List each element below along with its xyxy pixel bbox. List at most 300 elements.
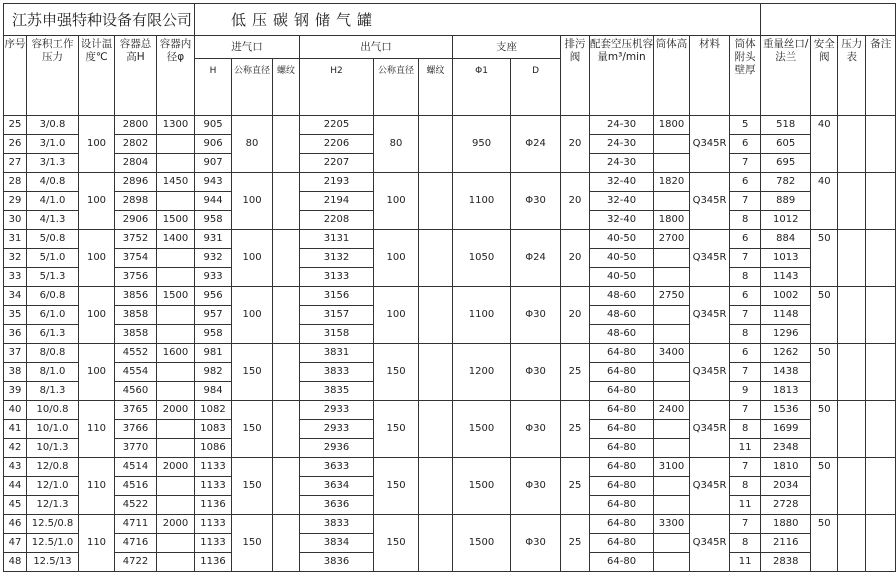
- cell-weight: 1880: [761, 515, 811, 534]
- cell-pressure-gauge: [838, 116, 866, 173]
- cell-seq: 42: [4, 439, 27, 458]
- cell-seq: 34: [4, 287, 27, 306]
- cell-inlet-thread: [273, 344, 300, 401]
- cell-support-phi1: 1500: [453, 458, 511, 515]
- cell-compressor-flow: 64-80: [590, 477, 654, 496]
- cell-support-d: Φ24: [511, 116, 561, 173]
- cell-material: Q345R: [690, 116, 730, 173]
- cell-inlet-thread: [273, 515, 300, 572]
- cell-wall-thickness: 8: [730, 420, 761, 439]
- cell-wall-thickness: 6: [730, 135, 761, 154]
- cell-inlet-thread: [273, 458, 300, 515]
- cell-remarks: [866, 287, 896, 344]
- cell-compressor-flow: 64-80: [590, 534, 654, 553]
- cell-weight: 1438: [761, 363, 811, 382]
- cell-total-height: 4722: [115, 553, 157, 572]
- cell-outlet-thread: [419, 344, 453, 401]
- col-design-temp: 设计温度℃: [79, 36, 115, 116]
- cell-body-height: 1800: [654, 116, 690, 135]
- cell-drain: 25: [561, 344, 590, 401]
- cell-weight: 1810: [761, 458, 811, 477]
- cell-outlet-thread: [419, 173, 453, 230]
- cell-wall-thickness: 11: [730, 439, 761, 458]
- cell-wall-thickness: 11: [730, 496, 761, 515]
- col-drain: 排污阀: [561, 36, 590, 116]
- cell-inner-dia: 1400: [157, 230, 195, 249]
- cell-inner-dia: [157, 363, 195, 382]
- cell-inlet-h: 1136: [195, 496, 232, 515]
- cell-material: Q345R: [690, 458, 730, 515]
- cell-seq: 36: [4, 325, 27, 344]
- cell-total-height: 2800: [115, 116, 157, 135]
- table-row: [4, 116, 896, 135]
- cell-safety-valve: 50: [811, 287, 838, 344]
- cell-capacity-pressure: 5/1.0: [27, 249, 79, 268]
- cell-material: Q345R: [690, 173, 730, 230]
- cell-capacity-pressure: 12.5/0.8: [27, 515, 79, 534]
- cell-seq: 30: [4, 211, 27, 230]
- cell-compressor-flow: 64-80: [590, 458, 654, 477]
- cell-capacity-pressure: 8/1.3: [27, 382, 79, 401]
- cell-inlet-h: 958: [195, 211, 232, 230]
- cell-outlet-h: 3834: [300, 534, 374, 553]
- cell-capacity-pressure: 10/1.3: [27, 439, 79, 458]
- cell-pressure-gauge: [838, 287, 866, 344]
- cell-seq: 33: [4, 268, 27, 287]
- cell-capacity-pressure: 10/0.8: [27, 401, 79, 420]
- cell-inner-dia: [157, 477, 195, 496]
- cell-compressor-flow: 48-60: [590, 325, 654, 344]
- cell-design-temp: 100: [79, 173, 115, 230]
- cell-seq: 46: [4, 515, 27, 534]
- col-capacity-pressure: 容积工作压力: [27, 36, 79, 116]
- cell-total-height: 3765: [115, 401, 157, 420]
- cell-compressor-flow: 64-80: [590, 553, 654, 572]
- cell-inlet-nominal: 100: [232, 287, 273, 344]
- cell-body-height: 1820: [654, 173, 690, 192]
- cell-wall-thickness: 7: [730, 306, 761, 325]
- cell-inlet-thread: [273, 287, 300, 344]
- cell-weight: 1262: [761, 344, 811, 363]
- cell-body-height: [654, 363, 690, 382]
- cell-total-height: 2896: [115, 173, 157, 192]
- col-outlet-thread: 螺纹: [419, 59, 453, 116]
- cell-body-height: 2700: [654, 230, 690, 249]
- cell-remarks: [866, 173, 896, 230]
- cell-drain: 25: [561, 458, 590, 515]
- cell-seq: 26: [4, 135, 27, 154]
- cell-body-height: [654, 382, 690, 401]
- cell-capacity-pressure: 5/0.8: [27, 230, 79, 249]
- cell-outlet-h: 2933: [300, 401, 374, 420]
- cell-inlet-h: 907: [195, 154, 232, 173]
- cell-design-temp: 100: [79, 116, 115, 173]
- cell-inlet-h: 1133: [195, 515, 232, 534]
- cell-pressure-gauge: [838, 458, 866, 515]
- cell-outlet-h: 2193: [300, 173, 374, 192]
- cell-inner-dia: 1450: [157, 173, 195, 192]
- cell-design-temp: 100: [79, 230, 115, 287]
- cell-capacity-pressure: 12.5/1.0: [27, 534, 79, 553]
- cell-material: Q345R: [690, 401, 730, 458]
- cell-inlet-h: 984: [195, 382, 232, 401]
- cell-remarks: [866, 458, 896, 515]
- cell-body-height: 2400: [654, 401, 690, 420]
- cell-capacity-pressure: 12/1.0: [27, 477, 79, 496]
- cell-wall-thickness: 8: [730, 325, 761, 344]
- cell-seq: 41: [4, 420, 27, 439]
- spec-table: [3, 3, 896, 572]
- cell-outlet-h: 2207: [300, 154, 374, 173]
- cell-inner-dia: [157, 306, 195, 325]
- cell-seq: 44: [4, 477, 27, 496]
- cell-weight: 2348: [761, 439, 811, 458]
- cell-inlet-thread: [273, 173, 300, 230]
- cell-total-height: 3766: [115, 420, 157, 439]
- cell-wall-thickness: 8: [730, 534, 761, 553]
- cell-seq: 32: [4, 249, 27, 268]
- cell-body-height: 1800: [654, 211, 690, 230]
- cell-seq: 37: [4, 344, 27, 363]
- cell-compressor-flow: 48-60: [590, 306, 654, 325]
- cell-total-height: 2906: [115, 211, 157, 230]
- cell-inlet-nominal: 100: [232, 173, 273, 230]
- table-row: [4, 458, 896, 477]
- cell-weight: 1002: [761, 287, 811, 306]
- cell-support-phi1: 1050: [453, 230, 511, 287]
- cell-inlet-h: 956: [195, 287, 232, 306]
- cell-outlet-h: 3158: [300, 325, 374, 344]
- cell-support-d: Φ30: [511, 173, 561, 230]
- cell-wall-thickness: 6: [730, 230, 761, 249]
- cell-design-temp: 100: [79, 287, 115, 344]
- cell-inlet-h: 943: [195, 173, 232, 192]
- cell-compressor-flow: 32-40: [590, 211, 654, 230]
- cell-capacity-pressure: 6/1.3: [27, 325, 79, 344]
- cell-wall-thickness: 6: [730, 344, 761, 363]
- cell-body-height: 3100: [654, 458, 690, 477]
- cell-body-height: [654, 192, 690, 211]
- cell-inner-dia: 2000: [157, 515, 195, 534]
- cell-wall-thickness: 6: [730, 287, 761, 306]
- cell-safety-valve: 50: [811, 401, 838, 458]
- col-support-phi1: Φ1: [453, 59, 511, 116]
- cell-weight: 695: [761, 154, 811, 173]
- cell-compressor-flow: 64-80: [590, 363, 654, 382]
- cell-weight: 1699: [761, 420, 811, 439]
- cell-capacity-pressure: 12/0.8: [27, 458, 79, 477]
- cell-compressor-flow: 64-80: [590, 382, 654, 401]
- cell-weight: 2034: [761, 477, 811, 496]
- cell-capacity-pressure: 8/1.0: [27, 363, 79, 382]
- cell-remarks: [866, 515, 896, 572]
- cell-outlet-h: 3633: [300, 458, 374, 477]
- cell-wall-thickness: 11: [730, 553, 761, 572]
- cell-inlet-h: 933: [195, 268, 232, 287]
- col-safety-valve: 安全阀: [811, 36, 838, 116]
- cell-body-height: 3400: [654, 344, 690, 363]
- spec-sheet: [3, 3, 896, 572]
- cell-outlet-h: 3156: [300, 287, 374, 306]
- cell-body-height: [654, 534, 690, 553]
- cell-compressor-flow: 64-80: [590, 401, 654, 420]
- cell-support-phi1: 1100: [453, 173, 511, 230]
- cell-outlet-h: 2933: [300, 420, 374, 439]
- cell-total-height: 3858: [115, 325, 157, 344]
- cell-drain: 25: [561, 515, 590, 572]
- cell-outlet-nominal: 150: [374, 458, 419, 515]
- col-wall-thickness: 筒体附头壁厚: [730, 36, 761, 116]
- cell-total-height: 4716: [115, 534, 157, 553]
- col-pressure-gauge: 压力表: [838, 36, 866, 116]
- cell-inner-dia: [157, 268, 195, 287]
- cell-inner-dia: 2000: [157, 401, 195, 420]
- cell-inner-dia: [157, 553, 195, 572]
- cell-seq: 39: [4, 382, 27, 401]
- cell-outlet-h: 2208: [300, 211, 374, 230]
- col-inlet-nominal: 公称直径: [232, 59, 273, 116]
- cell-capacity-pressure: 12.5/13: [27, 553, 79, 572]
- cell-wall-thickness: 7: [730, 363, 761, 382]
- cell-outlet-nominal: 100: [374, 230, 419, 287]
- cell-outlet-h: 3131: [300, 230, 374, 249]
- cell-compressor-flow: 24-30: [590, 154, 654, 173]
- col-outlet: 出气口: [300, 36, 453, 59]
- cell-body-height: [654, 249, 690, 268]
- cell-inlet-h: 957: [195, 306, 232, 325]
- cell-compressor-flow: 64-80: [590, 439, 654, 458]
- cell-total-height: 4522: [115, 496, 157, 515]
- cell-inner-dia: [157, 420, 195, 439]
- cell-inner-dia: [157, 325, 195, 344]
- cell-capacity-pressure: 4/0.8: [27, 173, 79, 192]
- cell-weight: 1536: [761, 401, 811, 420]
- cell-wall-thickness: 7: [730, 249, 761, 268]
- cell-inlet-h: 932: [195, 249, 232, 268]
- cell-wall-thickness: 7: [730, 401, 761, 420]
- cell-remarks: [866, 344, 896, 401]
- cell-design-temp: 110: [79, 515, 115, 572]
- table-row: [4, 173, 896, 192]
- col-material: 材料: [690, 36, 730, 116]
- cell-outlet-nominal: 150: [374, 401, 419, 458]
- cell-inlet-nominal: 150: [232, 515, 273, 572]
- cell-capacity-pressure: 12/1.3: [27, 496, 79, 515]
- cell-total-height: 2804: [115, 154, 157, 173]
- cell-compressor-flow: 24-30: [590, 116, 654, 135]
- cell-compressor-flow: 40-50: [590, 249, 654, 268]
- cell-wall-thickness: 8: [730, 477, 761, 496]
- cell-drain: 20: [561, 230, 590, 287]
- cell-compressor-flow: 32-40: [590, 192, 654, 211]
- cell-capacity-pressure: 3/0.8: [27, 116, 79, 135]
- cell-inner-dia: [157, 382, 195, 401]
- cell-inlet-h: 1083: [195, 420, 232, 439]
- cell-body-height: [654, 325, 690, 344]
- cell-outlet-h: 2194: [300, 192, 374, 211]
- cell-outlet-nominal: 80: [374, 116, 419, 173]
- cell-wall-thickness: 6: [730, 173, 761, 192]
- cell-weight: 1013: [761, 249, 811, 268]
- cell-capacity-pressure: 4/1.0: [27, 192, 79, 211]
- cell-outlet-h: 3836: [300, 553, 374, 572]
- cell-compressor-flow: 64-80: [590, 515, 654, 534]
- cell-weight: 889: [761, 192, 811, 211]
- cell-outlet-h: 2205: [300, 116, 374, 135]
- col-compressor-flow: 配套空压机容量m³/min: [590, 36, 654, 116]
- cell-total-height: 4552: [115, 344, 157, 363]
- cell-weight: 2838: [761, 553, 811, 572]
- cell-compressor-flow: 24-30: [590, 135, 654, 154]
- cell-material: Q345R: [690, 230, 730, 287]
- cell-total-height: 4514: [115, 458, 157, 477]
- cell-compressor-flow: 40-50: [590, 268, 654, 287]
- cell-pressure-gauge: [838, 515, 866, 572]
- cell-pressure-gauge: [838, 344, 866, 401]
- cell-inner-dia: [157, 192, 195, 211]
- cell-inner-dia: 1300: [157, 116, 195, 135]
- cell-total-height: 3858: [115, 306, 157, 325]
- cell-outlet-thread: [419, 230, 453, 287]
- col-inlet: 进气口: [195, 36, 300, 59]
- cell-body-height: [654, 154, 690, 173]
- cell-seq: 48: [4, 553, 27, 572]
- table-row: [4, 515, 896, 534]
- cell-weight: 1012: [761, 211, 811, 230]
- cell-material: Q345R: [690, 344, 730, 401]
- cell-body-height: [654, 135, 690, 154]
- cell-inlet-h: 906: [195, 135, 232, 154]
- cell-outlet-h: 3132: [300, 249, 374, 268]
- cell-capacity-pressure: 4/1.3: [27, 211, 79, 230]
- cell-body-height: [654, 496, 690, 515]
- cell-seq: 28: [4, 173, 27, 192]
- col-support: 支座: [453, 36, 561, 59]
- cell-wall-thickness: 7: [730, 192, 761, 211]
- cell-seq: 27: [4, 154, 27, 173]
- cell-inner-dia: [157, 496, 195, 515]
- cell-weight: 782: [761, 173, 811, 192]
- cell-support-phi1: 1100: [453, 287, 511, 344]
- cell-total-height: 2802: [115, 135, 157, 154]
- cell-body-height: 3300: [654, 515, 690, 534]
- cell-support-d: Φ30: [511, 401, 561, 458]
- cell-compressor-flow: 64-80: [590, 344, 654, 363]
- cell-outlet-h: 3634: [300, 477, 374, 496]
- cell-inlet-h: 905: [195, 116, 232, 135]
- cell-wall-thickness: 7: [730, 154, 761, 173]
- cell-design-temp: 100: [79, 344, 115, 401]
- cell-total-height: 3752: [115, 230, 157, 249]
- cell-weight: 1143: [761, 268, 811, 287]
- cell-weight: 1813: [761, 382, 811, 401]
- cell-seq: 40: [4, 401, 27, 420]
- cell-inlet-nominal: 150: [232, 401, 273, 458]
- cell-seq: 35: [4, 306, 27, 325]
- cell-safety-valve: 40: [811, 173, 838, 230]
- cell-weight: 2116: [761, 534, 811, 553]
- cell-remarks: [866, 116, 896, 173]
- cell-inlet-thread: [273, 116, 300, 173]
- cell-inner-dia: 1500: [157, 287, 195, 306]
- cell-material: Q345R: [690, 515, 730, 572]
- cell-capacity-pressure: 6/0.8: [27, 287, 79, 306]
- cell-wall-thickness: 8: [730, 211, 761, 230]
- cell-support-phi1: 1500: [453, 515, 511, 572]
- cell-outlet-h: 3833: [300, 363, 374, 382]
- cell-drain: 20: [561, 116, 590, 173]
- cell-inlet-h: 931: [195, 230, 232, 249]
- cell-outlet-thread: [419, 458, 453, 515]
- cell-design-temp: 110: [79, 458, 115, 515]
- cell-safety-valve: 40: [811, 116, 838, 173]
- cell-weight: 518: [761, 116, 811, 135]
- cell-pressure-gauge: [838, 173, 866, 230]
- cell-inlet-nominal: 150: [232, 344, 273, 401]
- cell-inlet-h: 1086: [195, 439, 232, 458]
- cell-safety-valve: 50: [811, 515, 838, 572]
- col-inlet-thread: 螺纹: [273, 59, 300, 116]
- cell-outlet-h: 3636: [300, 496, 374, 515]
- cell-body-height: [654, 439, 690, 458]
- cell-outlet-h: 2206: [300, 135, 374, 154]
- cell-seq: 29: [4, 192, 27, 211]
- cell-outlet-h: 3133: [300, 268, 374, 287]
- cell-safety-valve: 50: [811, 344, 838, 401]
- cell-total-height: 3856: [115, 287, 157, 306]
- cell-seq: 45: [4, 496, 27, 515]
- cell-body-height: [654, 420, 690, 439]
- cell-outlet-h: 2936: [300, 439, 374, 458]
- table-row: [4, 230, 896, 249]
- cell-compressor-flow: 48-60: [590, 287, 654, 306]
- cell-inlet-nominal: 150: [232, 458, 273, 515]
- cell-outlet-h: 3835: [300, 382, 374, 401]
- cell-capacity-pressure: 10/1.0: [27, 420, 79, 439]
- cell-inlet-h: 1133: [195, 534, 232, 553]
- cell-capacity-pressure: 3/1.3: [27, 154, 79, 173]
- cell-inlet-h: 958: [195, 325, 232, 344]
- company-name: 江苏申强特种设备有限公司: [4, 4, 195, 36]
- cell-total-height: 3756: [115, 268, 157, 287]
- cell-pressure-gauge: [838, 401, 866, 458]
- cell-weight: 2728: [761, 496, 811, 515]
- cell-seq: 47: [4, 534, 27, 553]
- cell-seq: 38: [4, 363, 27, 382]
- cell-total-height: 3754: [115, 249, 157, 268]
- cell-inlet-h: 944: [195, 192, 232, 211]
- cell-inlet-h: 1136: [195, 553, 232, 572]
- cell-total-height: 4711: [115, 515, 157, 534]
- cell-inner-dia: 1600: [157, 344, 195, 363]
- col-inlet-h: H: [195, 59, 232, 116]
- cell-inlet-h: 981: [195, 344, 232, 363]
- cell-support-phi1: 1500: [453, 401, 511, 458]
- cell-total-height: 4516: [115, 477, 157, 496]
- cell-outlet-nominal: 100: [374, 287, 419, 344]
- cell-body-height: [654, 477, 690, 496]
- col-seq: 序号: [4, 36, 27, 116]
- cell-weight: 1296: [761, 325, 811, 344]
- cell-outlet-thread: [419, 401, 453, 458]
- cell-inner-dia: [157, 439, 195, 458]
- cell-body-height: [654, 268, 690, 287]
- cell-drain: 25: [561, 401, 590, 458]
- cell-capacity-pressure: 5/1.3: [27, 268, 79, 287]
- cell-capacity-pressure: 6/1.0: [27, 306, 79, 325]
- cell-inner-dia: [157, 534, 195, 553]
- cell-remarks: [866, 230, 896, 287]
